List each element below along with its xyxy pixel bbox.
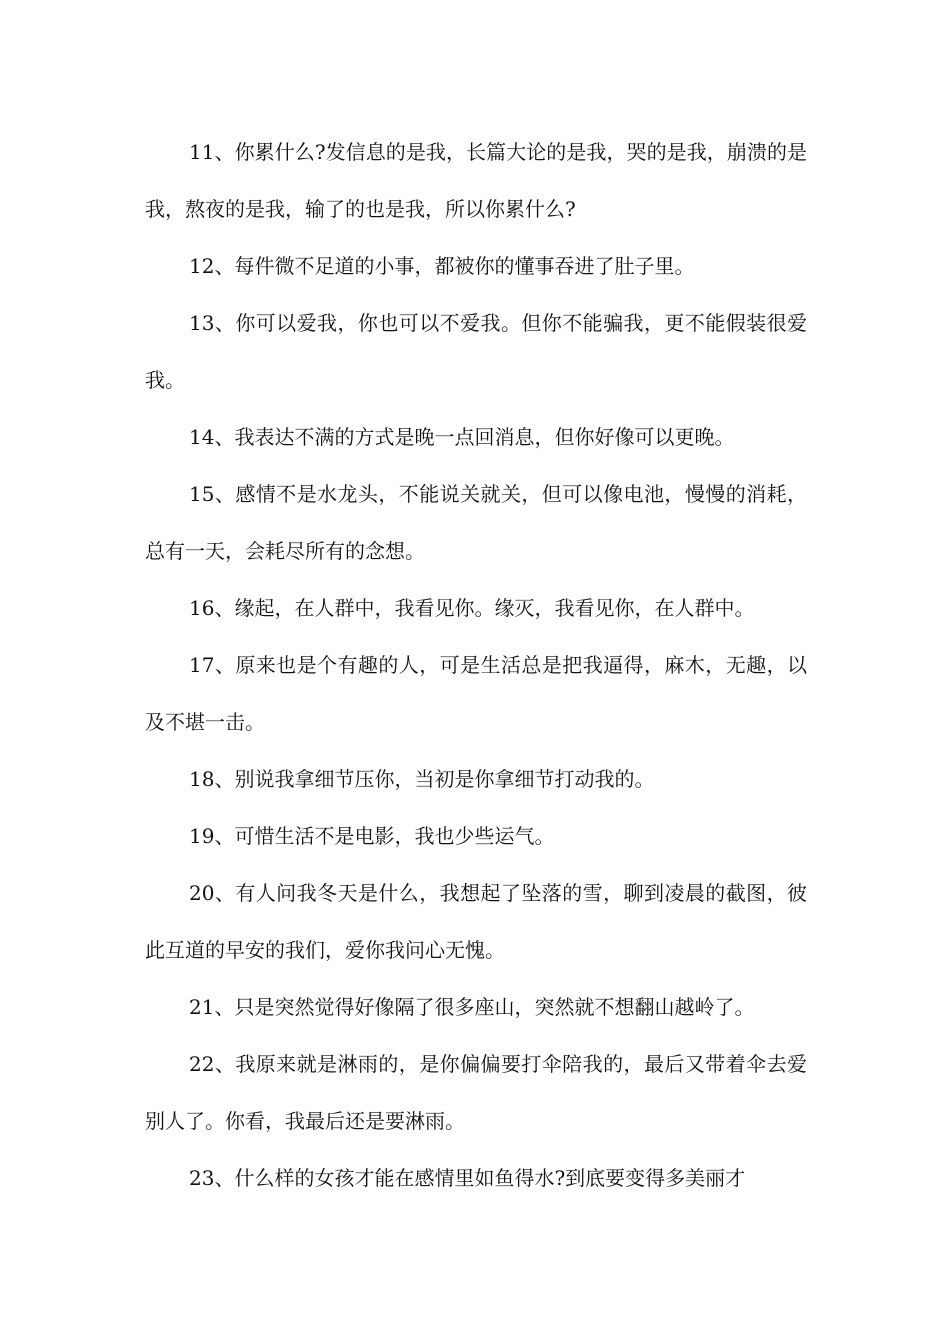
paragraph-23: 23、什么样的女孩才能在感情里如鱼得水?到底要变得多美丽才 — [189, 1166, 746, 1190]
paragraph-18: 18、别说我拿细节压你，当初是你拿细节打动我的。 — [189, 767, 655, 791]
paragraph-20: 20、有人问我冬天是什么，我想起了坠落的雪，聊到凌晨的截图，彼此互道的早安的我们，爱你我问心无愧。 — [145, 881, 807, 962]
paragraph-22: 22、我原来就是淋雨的，是你偏偏要打伞陪我的，最后又带着伞去爱别人了。你看，我最后还是要淋雨。 — [145, 1052, 807, 1133]
paragraph-12: 12、每件微不足道的小事，都被你的懂事吞进了肚子里。 — [189, 254, 695, 278]
paragraph-15: 15、感情不是水龙头，不能说关就关，但可以像电池，慢慢的消耗，总有一天，会耗尽所有的念想。 — [145, 482, 807, 563]
paragraph-21: 21、只是突然觉得好像隔了很多座山，突然就不想翻山越岭了。 — [189, 995, 755, 1019]
paragraph-13: 13、你可以爱我，你也可以不爱我。但你不能骗我，更不能假装很爱我。 — [145, 311, 807, 392]
paragraph-14: 14、我表达不满的方式是晚一点回消息，但你好像可以更晚。 — [189, 425, 735, 449]
paragraph-16: 16、缘起，在人群中，我看见你。缘灭，我看见你，在人群中。 — [189, 596, 755, 620]
paragraph-19: 19、可惜生活不是电影，我也少些运气。 — [189, 824, 555, 848]
paragraph-17: 17、原来也是个有趣的人，可是生活总是把我逼得，麻木，无趣，以及不堪一击。 — [145, 653, 807, 734]
document-body — [145, 124, 807, 1207]
paragraph-11: 11、你累什么?发信息的是我，长篇大论的是我，哭的是我，崩溃的是我，熬夜的是我，输了的也是我，所以你累什么? — [145, 140, 807, 221]
